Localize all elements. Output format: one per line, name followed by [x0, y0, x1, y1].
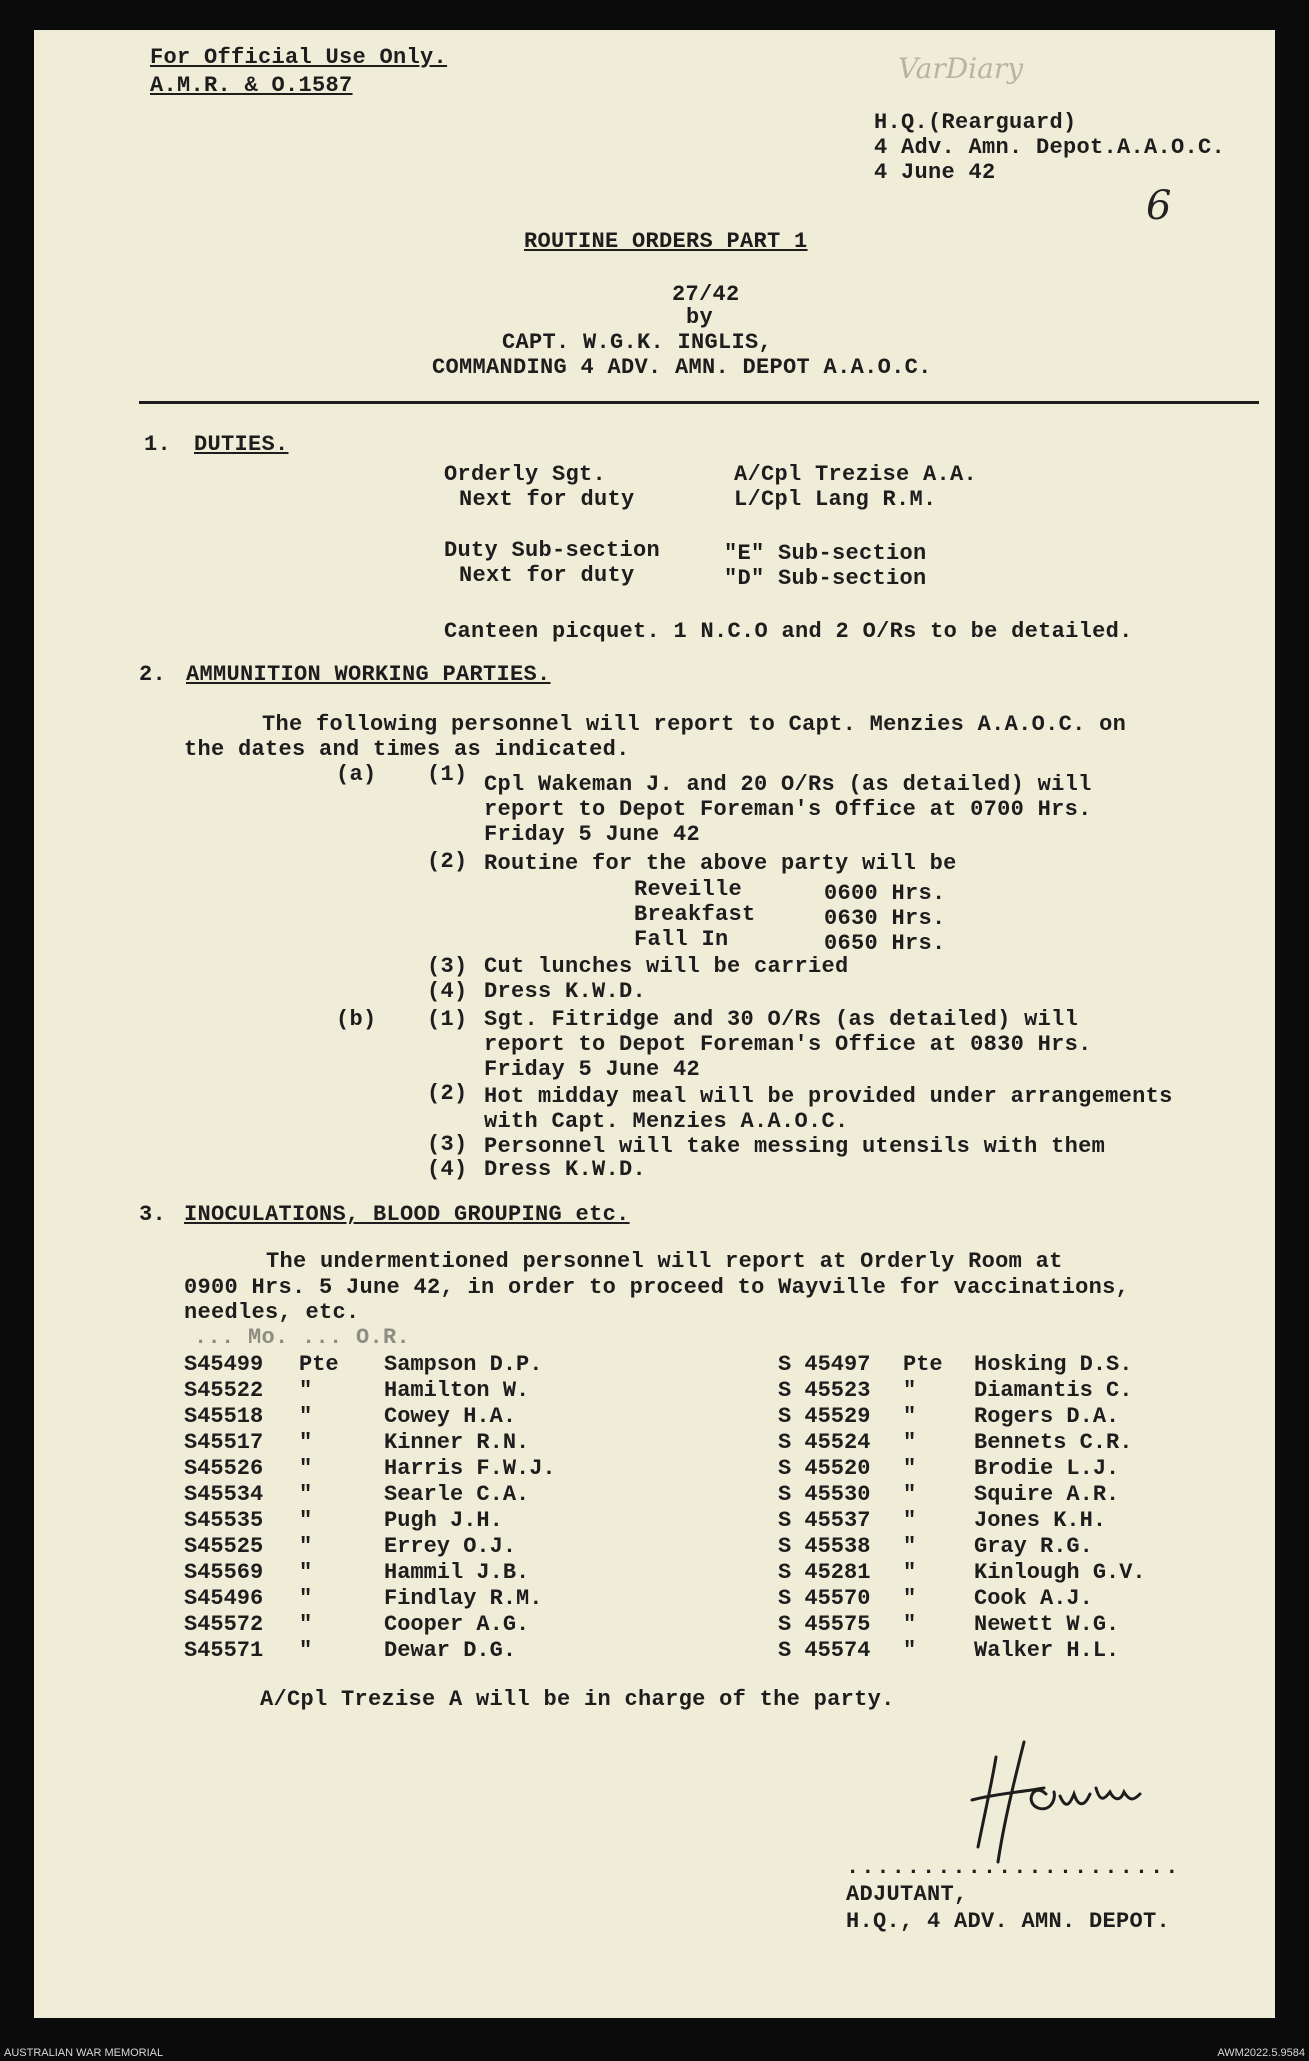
pencil-note: VarDiary [898, 52, 1024, 85]
service-number: S45525 [184, 1534, 264, 1559]
item-a-label: (a) [336, 762, 377, 787]
service-number: S 45530 [778, 1482, 871, 1507]
next-duty-label-1: Next for duty [459, 487, 635, 512]
item-a1-number: (1) [427, 762, 468, 787]
item-a1-line-2: report to Depot Foreman's Office at 0700 Hrs. [484, 797, 1092, 822]
section-3-intro-1: The undermentioned personnel will report at Orderly Room at [266, 1249, 1063, 1274]
soldier-name: Dewar D.G. [384, 1638, 517, 1663]
section-1-number: 1. [144, 432, 172, 457]
next-duty-value-2: "D" Sub-section [724, 566, 927, 591]
routine-time: 0630 Hrs. [824, 906, 946, 931]
service-number: S 45281 [778, 1560, 871, 1585]
item-b4-line: Dress K.W.D. [484, 1157, 647, 1182]
page-number: 6 [1146, 183, 1172, 229]
order-number: 27/42 [672, 282, 740, 307]
routine-time: 0650 Hrs. [824, 931, 946, 956]
item-b2-line-1: Hot midday meal will be provided under arrangements [484, 1084, 1173, 1109]
service-number: S45517 [184, 1430, 264, 1455]
rank: " [903, 1638, 917, 1663]
orderly-sgt-value: A/Cpl Trezise A.A. [734, 462, 978, 487]
service-number: S 45520 [778, 1456, 871, 1481]
soldier-name: Kinlough G.V. [974, 1560, 1146, 1585]
rank: " [299, 1430, 313, 1455]
item-b3-line: Personnel will take messing utensils with them [484, 1134, 1106, 1159]
soldier-name: Cooper A.G. [384, 1612, 530, 1637]
section-2-number: 2. [139, 662, 167, 687]
soldier-name: Hosking D.S. [974, 1352, 1133, 1377]
next-duty-value-1: L/Cpl Lang R.M. [734, 487, 937, 512]
item-b2-number: (2) [427, 1081, 468, 1106]
rank: " [903, 1378, 917, 1403]
address-line-2: 4 Adv. Amn. Depot.A.A.O.C. [874, 135, 1226, 160]
service-number: S 45537 [778, 1508, 871, 1533]
section-2-intro-1: The following personnel will report to Capt. Menzies A.A.O.C. on [262, 712, 1127, 737]
soldier-name: Harris F.W.J. [384, 1456, 556, 1481]
item-a4-number: (4) [427, 979, 468, 1004]
item-b4-number: (4) [427, 1157, 468, 1182]
by-label: by [686, 305, 714, 330]
item-a2-number: (2) [427, 849, 468, 874]
soldier-name: Hammil J.B. [384, 1560, 530, 1585]
section-3-intro-2: 0900 Hrs. 5 June 42, in order to proceed to Wayville for vaccinations, [184, 1275, 1130, 1300]
rank: " [299, 1612, 313, 1637]
item-b1-number: (1) [427, 1007, 468, 1032]
document-title: ROUTINE ORDERS PART 1 [524, 229, 808, 254]
service-number: S45572 [184, 1612, 264, 1637]
service-number: S45571 [184, 1638, 264, 1663]
service-number: S 45529 [778, 1404, 871, 1429]
soldier-name: Cowey H.A. [384, 1404, 517, 1429]
rank: " [299, 1378, 313, 1403]
item-b1-line-1: Sgt. Fitridge and 30 O/Rs (as detailed) will [484, 1007, 1079, 1032]
item-a2-line: Routine for the above party will be [484, 851, 957, 876]
rank: " [299, 1508, 313, 1533]
soldier-name: Kinner R.N. [384, 1430, 530, 1455]
soldier-name: Hamilton W. [384, 1378, 530, 1403]
rank: " [299, 1638, 313, 1663]
item-b2-line-2: with Capt. Menzies A.A.O.C. [484, 1109, 849, 1134]
item-b1-line-2: report to Depot Foreman's Office at 0830 Hrs. [484, 1032, 1092, 1057]
service-number: S45534 [184, 1482, 264, 1507]
item-a4-line: Dress K.W.D. [484, 979, 647, 1004]
rank: " [903, 1560, 917, 1585]
routine-event: Breakfast [634, 902, 756, 927]
document-date: 4 June 42 [874, 160, 996, 185]
rank: " [903, 1430, 917, 1455]
rank: " [299, 1560, 313, 1585]
faint-typed-line: ... Mo. ... O.R. [194, 1325, 411, 1350]
header-divider [139, 401, 1259, 404]
orderly-sgt-label: Orderly Sgt. [444, 462, 607, 487]
item-a3-line: Cut lunches will be carried [484, 954, 849, 979]
item-b1-line-3: Friday 5 June 42 [484, 1057, 701, 1082]
rank: " [299, 1456, 313, 1481]
section-3-intro-3: needles, etc. [184, 1300, 360, 1325]
soldier-name: Jones K.H. [974, 1508, 1107, 1533]
rank: " [299, 1586, 313, 1611]
footer-institution: AUSTRALIAN WAR MEMORIAL [4, 2047, 164, 2059]
item-a3-number: (3) [427, 954, 468, 979]
address-line-1: H.Q.(Rearguard) [874, 110, 1077, 135]
rank: Pte [299, 1352, 339, 1377]
service-number: S45496 [184, 1586, 264, 1611]
service-number: S 45570 [778, 1586, 871, 1611]
rank: Pte [903, 1352, 943, 1377]
duty-subsection-value: "E" Sub-section [724, 541, 927, 566]
service-number: S 45497 [778, 1352, 871, 1377]
handwritten-signature [934, 1722, 1154, 1872]
section-2-intro-2: the dates and times as indicated. [184, 737, 630, 762]
soldier-name: Errey O.J. [384, 1534, 517, 1559]
service-number: S 45538 [778, 1534, 871, 1559]
commanding-unit: COMMANDING 4 ADV. AMN. DEPOT A.A.O.C. [432, 355, 932, 380]
soldier-name: Squire A.R. [974, 1482, 1120, 1507]
commander-name: CAPT. W.G.K. INGLIS, [502, 330, 773, 355]
canteen-picquet: Canteen picquet. 1 N.C.O and 2 O/Rs to be detailed. [444, 619, 1133, 644]
service-number: S45569 [184, 1560, 264, 1585]
item-a1-line-3: Friday 5 June 42 [484, 822, 701, 847]
rank: " [903, 1612, 917, 1637]
section-1-heading: DUTIES. [194, 432, 289, 457]
document-page [34, 30, 1275, 2018]
official-use-label: For Official Use Only. [150, 45, 448, 70]
service-number: S45518 [184, 1404, 264, 1429]
section-2-heading: AMMUNITION WORKING PARTIES. [186, 662, 551, 687]
next-duty-label-2: Next for duty [459, 563, 635, 588]
routine-time: 0600 Hrs. [824, 881, 946, 906]
soldier-name: Walker H.L. [974, 1638, 1120, 1663]
section-3-heading: INOCULATIONS, BLOOD GROUPING etc. [184, 1202, 630, 1227]
soldier-name: Diamantis C. [974, 1378, 1133, 1403]
section-3-number: 3. [139, 1202, 167, 1227]
rank: " [903, 1508, 917, 1533]
signature-title: ADJUTANT, [846, 1882, 968, 1907]
soldier-name: Cook A.J. [974, 1586, 1093, 1611]
soldier-name: Searle C.A. [384, 1482, 530, 1507]
footer-accession-number: AWM2022.5.9584 [1217, 2047, 1305, 2059]
service-number: S 45574 [778, 1638, 871, 1663]
rank: " [903, 1404, 917, 1429]
service-number: S 45523 [778, 1378, 871, 1403]
rank: " [903, 1534, 917, 1559]
item-a1-line-1: Cpl Wakeman J. and 20 O/Rs (as detailed) will [484, 772, 1092, 797]
item-b-label: (b) [336, 1007, 377, 1032]
soldier-name: Pugh J.H. [384, 1508, 503, 1533]
rank: " [903, 1482, 917, 1507]
signature-dots: ...................... [846, 1855, 1181, 1880]
rank: " [299, 1482, 313, 1507]
routine-event: Reveille [634, 877, 743, 902]
service-number: S45499 [184, 1352, 264, 1377]
soldier-name: Brodie L.J. [974, 1456, 1120, 1481]
soldier-name: Sampson D.P. [384, 1352, 543, 1377]
rank: " [299, 1534, 313, 1559]
service-number: S45535 [184, 1508, 264, 1533]
reference-number: A.M.R. & O.1587 [150, 73, 353, 98]
routine-event: Fall In [634, 927, 729, 952]
rank: " [903, 1586, 917, 1611]
service-number: S45526 [184, 1456, 264, 1481]
item-b3-number: (3) [427, 1132, 468, 1157]
soldier-name: Newett W.G. [974, 1612, 1120, 1637]
soldier-name: Rogers D.A. [974, 1404, 1120, 1429]
service-number: S45522 [184, 1378, 264, 1403]
duty-subsection-label: Duty Sub-section [444, 538, 661, 563]
signature-unit: H.Q., 4 ADV. AMN. DEPOT. [846, 1909, 1171, 1934]
charge-statement: A/Cpl Trezise A will be in charge of the party. [260, 1687, 895, 1712]
soldier-name: Gray R.G. [974, 1534, 1093, 1559]
service-number: S 45524 [778, 1430, 871, 1455]
soldier-name: Bennets C.R. [974, 1430, 1133, 1455]
rank: " [299, 1404, 313, 1429]
service-number: S 45575 [778, 1612, 871, 1637]
rank: " [903, 1456, 917, 1481]
soldier-name: Findlay R.M. [384, 1586, 543, 1611]
